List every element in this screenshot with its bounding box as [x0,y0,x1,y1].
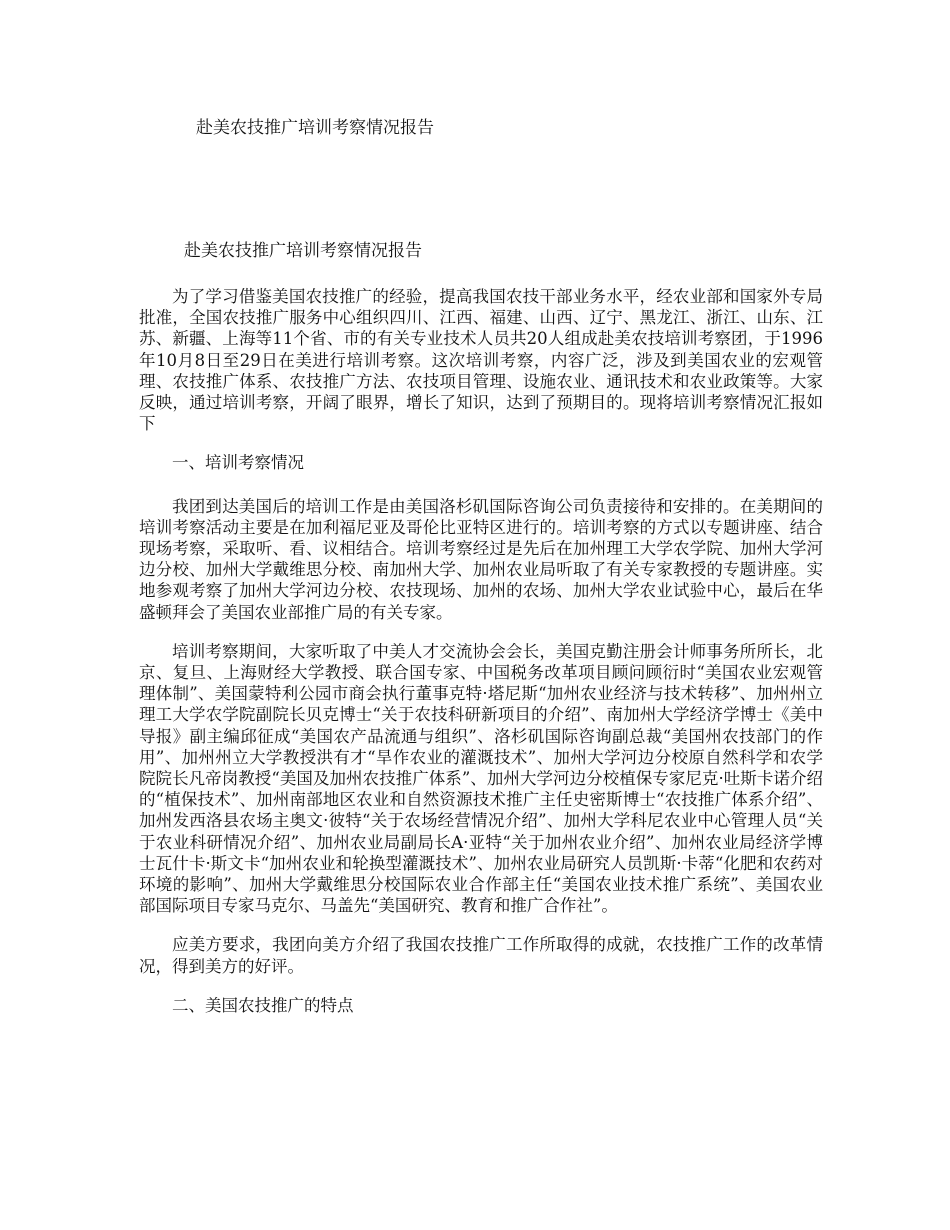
document-title: 赴美农技推广培训考察情况报告 [184,241,422,261]
section-1-paragraph-1: 我团到达美国后的培训工作是由美国洛杉矶国际咨询公司负责接待和安排的。在美期间的培训考察活动主要是在加利福尼亚及哥伦比亚特区进行的。培训考察的方式以专题讲座、结合现场考察，采取听、看、议相结合。培训考察经过是先后在加州理工大学农学院、加州大学河边分校、加州大学戴维思分校、南加州大学、加州农业局听取了有关专家教授的专题讲座。实地参观考察了加州大学河边分校、农技现场、加州的农场、加州大学农业试验中心，最后在华盛顿拜会了美国农业部推广局的有关专家。 [139,496,823,622]
section-1-paragraph-3: 应美方要求，我团向美方介绍了我国农技推广工作所取得的成就，农技推广工作的改革情况，得到美方的好评。 [139,935,823,976]
document-body [139,286,823,1038]
section-1-paragraph-2: 培训考察期间，大家听取了中美人才交流协会会长，美国克勤注册会计师事务所所长，北京、复旦、上海财经大学教授、联合国专家、中国税务改革项目顾问顾衍时“美国农业宏观管理体制”、美国蒙特利公园市商会执行董事克特·塔尼斯“加州农业经济与技术转移”、加州州立理工大学农学院副院长贝克博士“关于农技科研新项目的介绍”、南加州大学经济学博士《美中导报》副主编邱征成“美国农产品流通与组织”、洛杉矶国际咨询副总裁“美国州农技部门的作用”、加州州立大学教授洪有才“旱作农业的灌溉技术”、加州大学河边分校原自然科学和农学院院长凡帝岗教授“美国及加州农技推广体系”、加州大学河边分校植保专家尼克·吐斯卡诺介绍的“植保技术”、加州南部地区农业和自然资源技术推广主任史密斯博士“农技推广体系介绍”、加州发西洛县农场主奥文·彼特“关于农场经营情况介绍”、加州大学科尼农业中心管理人员“关于农业科研情况介绍”、加州农业局副局长A·亚特“关于加州农业介绍”、加州农业局经济学博士瓦什卡·斯文卡“加州农业和轮换型灌溉技术”、加州农业局研究人员凯斯·卡蒂“化肥和农药对环境的影响”、加州大学戴维思分校国际农业合作部主任“美国农业技术推广系统”、美国农业部国际项目专家马克尔、马盖先“美国研究、教育和推广合作社”。 [139,641,823,916]
intro-paragraph: 为了学习借鉴美国农技推广的经验，提高我国农技干部业务水平，经农业部和国家外专局批准，全国农技推广服务中心组织四川、江西、福建、山西、辽宁、黑龙江、浙江、山东、江苏、新疆、上海等11个省、市的有关专业技术人员共20人组成赴美农技培训考察团，于1996年10月8日至29日在美进行培训考察。这次培训考察，内容广泛，涉及到美国农业的宏观管理、农技推广体系、农技推广方法、农技项目管理、设施农业、通讯技术和农业政策等。大家反映，通过培训考察，开阔了眼界，增长了知识，达到了预期目的。现将培训考察情况汇报如下 [139,287,823,434]
section-1-heading: 一、培训考察情况 [172,453,304,473]
section-2-heading: 二、美国农技推广的特点 [172,995,354,1015]
document-header-title: 赴美农技推广培训考察情况报告 [196,118,434,138]
